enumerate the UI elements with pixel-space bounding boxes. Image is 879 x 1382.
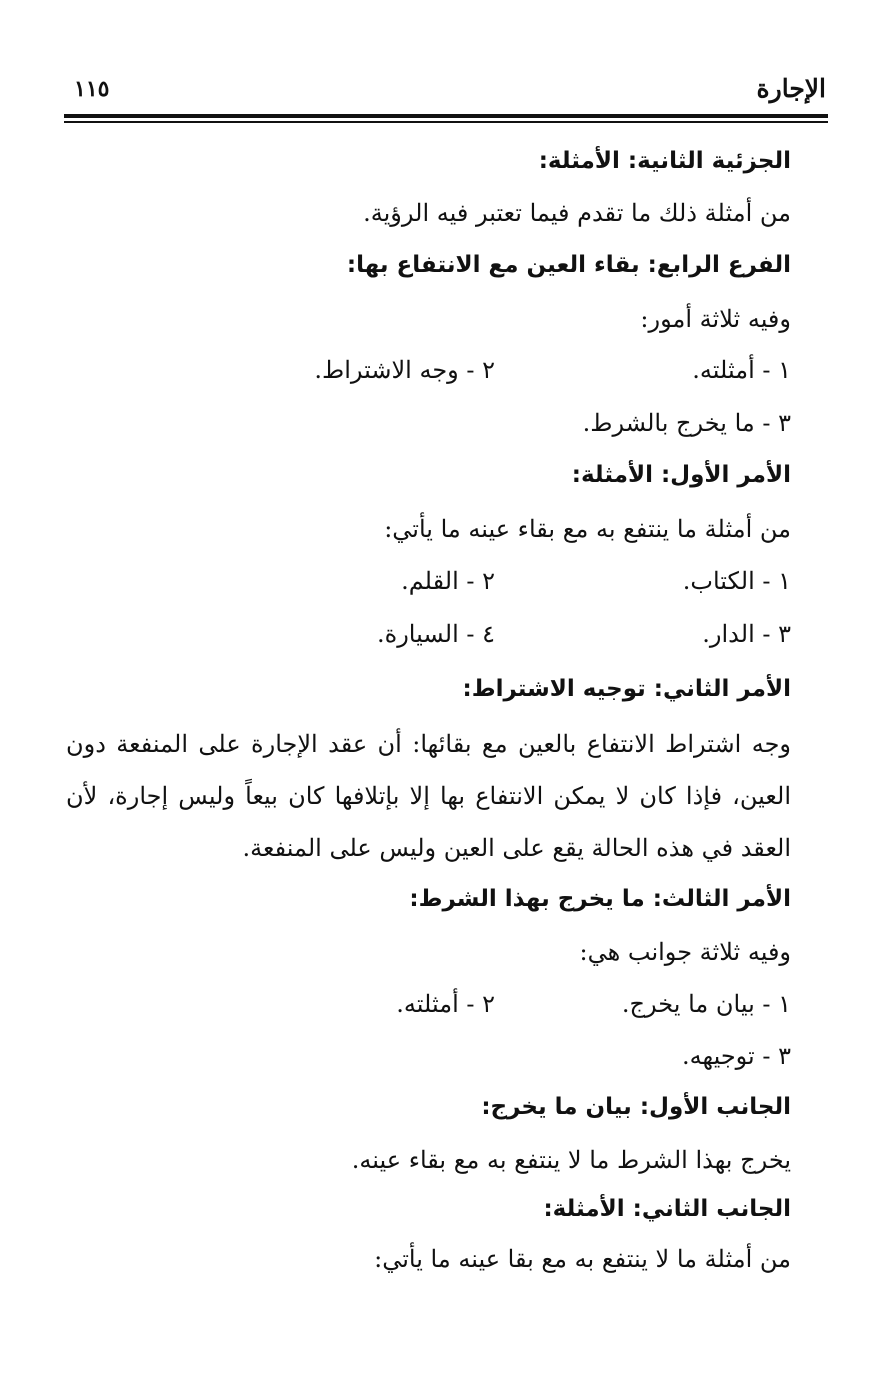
heading-matter2: الأمر الثاني: توجيه الاشتراط: — [462, 676, 791, 702]
running-title: الإجارة — [756, 74, 826, 103]
paragraph-line: العقد في هذه الحالة يقع على العين وليس على المنفعة. — [242, 834, 791, 862]
paragraph-line: وجه اشتراط الانتفاع بالعين مع بقائها: أن عقد الإجارة على المنفعة دون — [66, 730, 791, 758]
paragraph-matter1-intro: من أمثلة ما ينتفع به مع بقاء عينه ما يأتي: — [384, 515, 791, 543]
paragraph-aspect2: من أمثلة ما لا ينتفع به مع بقا عينه ما يأتي: — [374, 1245, 791, 1273]
list-item: ١ - بيان ما يخرج. — [621, 990, 791, 1018]
paragraph-aspect1: يخرج بهذا الشرط ما لا ينتفع به مع بقاء عينه. — [351, 1146, 791, 1174]
heading-part2-examples: الجزئية الثانية: الأمثلة: — [538, 148, 791, 174]
list-item: ١ - الكتاب. — [682, 567, 791, 595]
paragraph-examples-intro: من أمثلة ذلك ما تقدم فيما تعتبر فيه الرؤية. — [363, 199, 791, 227]
page-number: ١١٥ — [74, 76, 110, 102]
paragraph-three-aspects: وفيه ثلاثة جوانب هي: — [579, 938, 791, 966]
paragraph-line: العين، فإذا كان لا يمكن الانتفاع بها إلا بإتلافها كان بيعاً وليس إجارة، لأن — [66, 782, 791, 810]
list-item: ٢ - وجه الاشتراط. — [314, 356, 495, 384]
list-item: ٣ - ما يخرج بالشرط. — [582, 409, 791, 437]
header-rule-thin — [64, 121, 828, 123]
page-header — [64, 74, 828, 112]
heading-aspect2: الجانب الثاني: الأمثلة: — [543, 1196, 791, 1222]
heading-branch4: الفرع الرابع: بقاء العين مع الانتفاع بها: — [346, 252, 791, 278]
heading-matter3: الأمر الثالث: ما يخرج بهذا الشرط: — [409, 886, 791, 912]
list-item: ٣ - الدار. — [702, 620, 791, 648]
list-item: ٣ - توجيهه. — [682, 1042, 791, 1070]
list-item: ٢ - القلم. — [401, 567, 495, 595]
list-item: ٢ - أمثلته. — [396, 990, 495, 1018]
header-rule-thick — [64, 114, 828, 118]
heading-matter1: الأمر الأول: الأمثلة: — [571, 462, 791, 488]
list-item: ٤ - السيارة. — [377, 620, 495, 648]
paragraph-three-matters: وفيه ثلاثة أمور: — [640, 305, 791, 333]
list-item: ١ - أمثلته. — [692, 356, 791, 384]
heading-aspect1: الجانب الأول: بيان ما يخرج: — [481, 1094, 791, 1120]
